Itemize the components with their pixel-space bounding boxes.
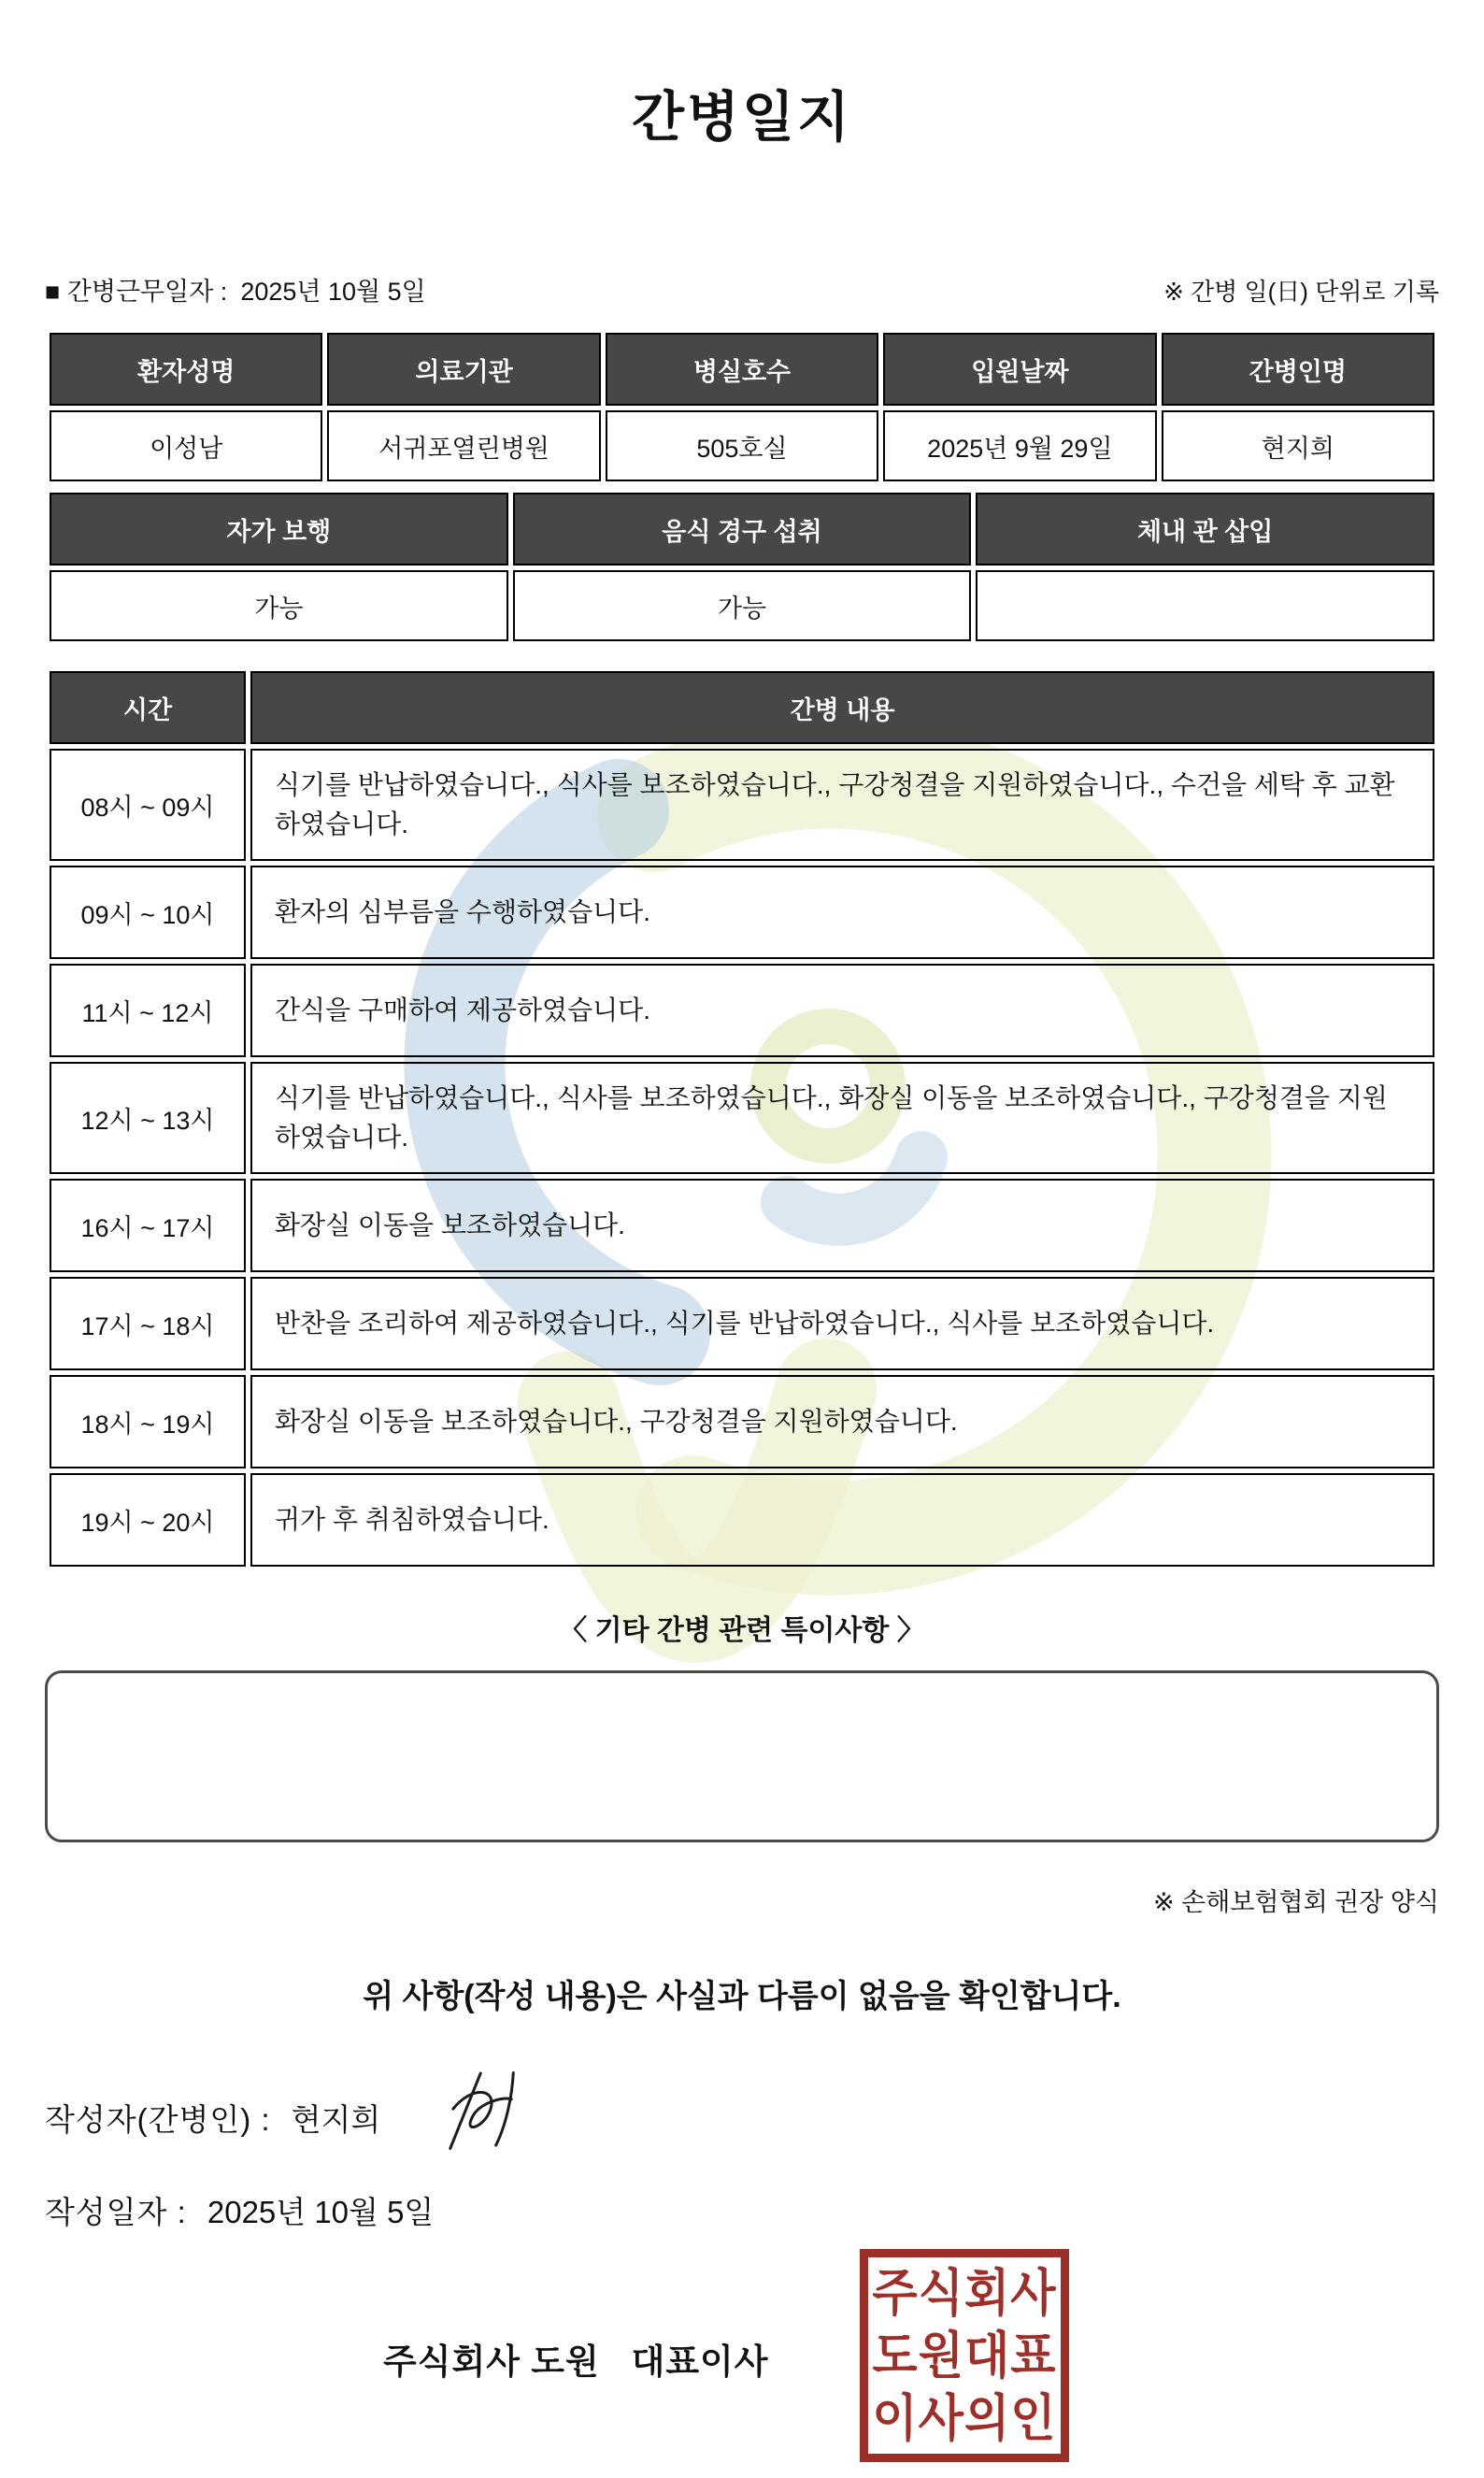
footer-row (45, 2249, 1439, 2478)
header-admission-date: 입원날짜 (883, 333, 1156, 406)
work-date-value: 2025년 10월 5일 (240, 278, 426, 306)
header-medical-institution: 의료기관 (327, 333, 600, 406)
header-self-walking: 자가 보행 (50, 493, 508, 566)
care-log-row (50, 749, 1434, 861)
care-content: 식기를 반납하였습니다., 식사를 보조하였습니다., 화장실 이동을 보조하였습니다., 구강청결을 지원하였습니다. (250, 1062, 1434, 1174)
status-header-row (50, 493, 1434, 566)
care-content: 반찬을 조리하여 제공하였습니다., 식기를 반납하였습니다., 식사를 보조하였습니다. (250, 1277, 1434, 1370)
care-log-row (50, 1375, 1434, 1468)
care-log-row (50, 1473, 1434, 1567)
oral-intake-value: 가능 (513, 570, 972, 641)
care-log-row (50, 1277, 1434, 1370)
write-date-value: 2025년 10월 5일 (207, 2195, 435, 2229)
recommended-form-note: ※ 손해보험협회 권장 양식 (1153, 1888, 1439, 1916)
patient-info-header-row (50, 333, 1434, 406)
writer-name: 현지희 (291, 2101, 381, 2137)
care-time: 12시 ~ 13시 (50, 1062, 246, 1174)
work-date-label: ■ 간병근무일자 : (45, 278, 228, 306)
meta-row (45, 271, 1439, 308)
header-internal-tube: 체내 관 삽입 (976, 493, 1434, 566)
page-title: 간병일지 (631, 87, 853, 148)
care-content: 화장실 이동을 보조하였습니다. (250, 1179, 1434, 1272)
care-log-row (50, 1062, 1434, 1174)
header-caregiver-name: 간병인명 (1162, 333, 1434, 406)
care-content: 화장실 이동을 보조하였습니다., 구강청결을 지원하였습니다. (250, 1375, 1434, 1468)
medical-institution: 서귀포열린병원 (327, 410, 600, 481)
care-log-row (50, 964, 1434, 1057)
patient-info-table (45, 328, 1439, 486)
confirmation-statement: 위 사항(작성 내용)은 사실과 다름이 없음을 확인합니다. (363, 1979, 1121, 2014)
writer-row (45, 2074, 1439, 2160)
care-content: 식기를 반납하였습니다., 식사를 보조하였습니다., 구강청결을 지원하였습니다., 수건을 세탁 후 교환하였습니다. (250, 749, 1434, 861)
write-date-row (45, 2188, 1439, 2232)
care-log-row (50, 866, 1434, 959)
header-time: 시간 (50, 671, 246, 744)
caregiver-name: 현지희 (1162, 410, 1434, 481)
signature-handwriting (422, 2062, 568, 2157)
care-time: 08시 ~ 09시 (50, 749, 246, 861)
work-date-line (45, 271, 426, 308)
company-ceo-line: 주식회사 도원 대표이사 (383, 2342, 769, 2381)
care-content: 간식을 구매하여 제공하였습니다. (250, 964, 1434, 1057)
internal-tube-value (976, 570, 1434, 641)
care-content: 환자의 심부름을 수행하였습니다. (250, 866, 1434, 959)
unit-note: ※ 간병 일(日) 단위로 기록 (1163, 278, 1439, 306)
patient-name: 이성남 (50, 410, 322, 481)
care-time: 17시 ~ 18시 (50, 1277, 246, 1370)
care-content: 귀가 후 취침하였습니다. (250, 1473, 1434, 1567)
care-time: 16시 ~ 17시 (50, 1179, 246, 1272)
care-time: 18시 ~ 19시 (50, 1375, 246, 1468)
care-time: 19시 ~ 20시 (50, 1473, 246, 1567)
header-patient-name: 환자성명 (50, 333, 322, 406)
patient-info-value-row (50, 410, 1434, 481)
stamp-line: 주식회사 (872, 2264, 1057, 2321)
header-oral-intake: 음식 경구 섭취 (513, 493, 972, 566)
stamp-line: 이사의인 (872, 2390, 1057, 2447)
care-log-table (45, 666, 1439, 1571)
special-notes-heading: 〈 기타 간병 관련 특이사항 〉 (559, 1615, 925, 1646)
write-date-label: 작성일자 : (45, 2195, 187, 2229)
care-time: 11시 ~ 12시 (50, 964, 246, 1057)
header-room-number: 병실호수 (606, 333, 878, 406)
corporate-seal-stamp (860, 2249, 1069, 2462)
patient-status-table (45, 488, 1439, 646)
writer-label: 작성자(간병인) : (45, 2101, 271, 2137)
stamp-line: 도원대표 (872, 2327, 1057, 2385)
care-log-header-row (50, 671, 1434, 744)
care-log-row (50, 1179, 1434, 1272)
admission-date: 2025년 9월 29일 (883, 410, 1156, 481)
self-walking-value: 가능 (50, 570, 508, 641)
status-value-row (50, 570, 1434, 641)
room-number: 505호실 (606, 410, 878, 481)
care-time: 09시 ~ 10시 (50, 866, 246, 959)
special-notes-box[interactable] (45, 1670, 1439, 1842)
header-care-content: 간병 내용 (250, 671, 1434, 744)
